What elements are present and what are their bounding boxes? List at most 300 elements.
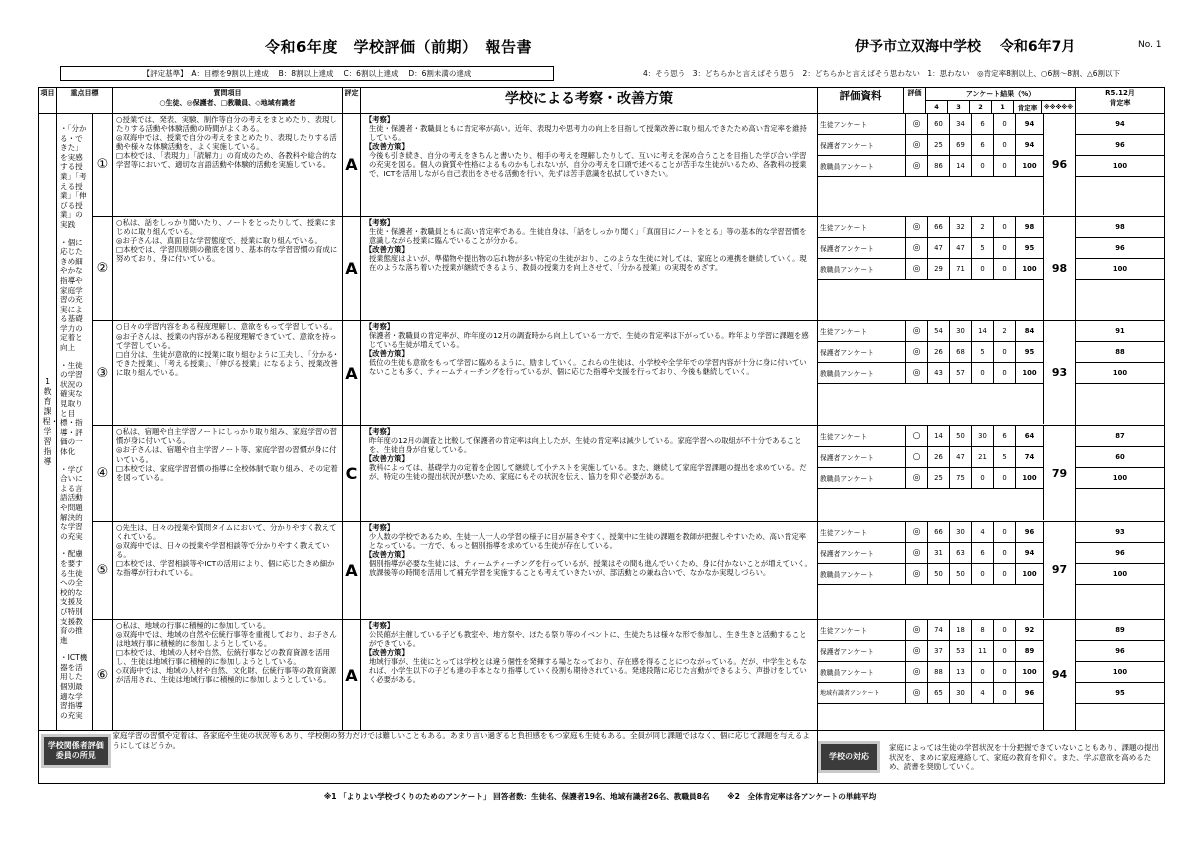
response-label: 学校の対応 xyxy=(818,741,880,773)
affirm-rate: 94 xyxy=(1016,114,1044,135)
survey-mark: ○ xyxy=(906,447,928,468)
overall-rate: 94 xyxy=(1043,620,1075,730)
value-1: 0 xyxy=(994,237,1016,258)
improvement-text: 教科によっては、基礎学力の定着を企図して継続して小テストを実施している。また、継続して家庭学習課題の提出を求めている。だが、特定の生徒の提出状況が悪いため、家庭にもその状況を伝え、協力を仰ぐ必要がある。 xyxy=(369,463,807,482)
r5-rate: 100 xyxy=(1076,363,1164,384)
r5-rate: 60 xyxy=(1076,447,1164,468)
committee-label: 学校関係者評価委員の所見 xyxy=(41,734,111,768)
value-4: 29 xyxy=(928,258,950,279)
value-4: 65 xyxy=(928,682,950,703)
value-3: 71 xyxy=(950,258,972,279)
value-3: 32 xyxy=(950,217,972,238)
survey-mark: ◎ xyxy=(906,363,928,384)
consideration-cell xyxy=(361,426,818,522)
survey-source: 保護者アンケート xyxy=(818,342,906,363)
rating-grade: A xyxy=(343,619,361,731)
affirm-rate: 95 xyxy=(1016,237,1044,258)
r5-rate: 100 xyxy=(1076,258,1164,279)
value-1: 0 xyxy=(994,258,1016,279)
survey-mark: ◎ xyxy=(906,661,928,682)
survey-row xyxy=(818,522,1043,543)
value-1: 0 xyxy=(994,563,1016,584)
value-3: 14 xyxy=(950,156,972,177)
question-item: ◎お子さんは、授業の内容がある程度理解できていて、意欲を持って学習している。 xyxy=(116,331,337,350)
survey-mark: ◎ xyxy=(906,468,928,489)
survey-row xyxy=(818,217,1043,238)
item-number: ② xyxy=(93,216,113,321)
col-affirm: 肯定率 xyxy=(1014,101,1042,113)
value-4: 43 xyxy=(928,363,950,384)
consideration-heading: 【考察】 xyxy=(365,115,395,124)
section-row xyxy=(39,321,1165,426)
value-4: 26 xyxy=(928,342,950,363)
affirm-rate: 100 xyxy=(1016,563,1044,584)
consideration-heading: 【考察】 xyxy=(365,322,395,332)
survey-row xyxy=(818,135,1043,156)
page-number: No. 1 xyxy=(1138,40,1162,50)
committee-text: 家庭学習の習慣や定着は、各家庭や生徒の状況等もあり、学校側の努力だけでは難しいこともある。あまり言い過ぎると負担感をもつ家庭も生徒もある。全員が同じ課題ではなく、個に応じて課題を与えるようにしてはどうか。 xyxy=(113,731,818,784)
value-2: 21 xyxy=(972,447,994,468)
survey-source: 生徒アンケート xyxy=(818,522,906,543)
value-2: 14 xyxy=(972,321,994,342)
value-1: 0 xyxy=(994,661,1016,682)
question-item: □自分は、生徒が意欲的に授業に取り組むように工夫し、「分かる･できた授業」、「考える授業」、「伸びる授業」になるよう、授業改善に取り組んでいる。 xyxy=(116,349,338,377)
section-row xyxy=(39,114,1165,217)
r5-rate: 87 xyxy=(1076,426,1164,447)
goal-item: ・学び合いによる言語活動や問題解決的な学習の充実 xyxy=(60,464,83,541)
value-3: 75 xyxy=(950,468,972,489)
value-4: 25 xyxy=(928,468,950,489)
goal-item: ・配慮を要する生徒への全校的な支援及び特別支援教育の推進 xyxy=(60,549,83,645)
domain-cell xyxy=(39,114,57,731)
r5-results xyxy=(1076,114,1165,217)
affirm-rate: 95 xyxy=(1016,342,1044,363)
r5-results xyxy=(1076,426,1165,522)
value-1: 0 xyxy=(994,542,1016,563)
question-items xyxy=(113,521,343,619)
overall-rate: 79 xyxy=(1043,426,1075,520)
consideration-text: 昨年度の12月の調査と比較して保護者の肯定率は向上したが、生徒の肯定率は減少している。家庭学習への取組が不十分であることを、生徒自身が自覚している。 xyxy=(369,436,802,455)
survey-source: 教職員アンケート xyxy=(818,156,906,177)
value-2: 0 xyxy=(972,468,994,489)
affirm-rate: 84 xyxy=(1016,321,1044,342)
rating-grade: A xyxy=(343,216,361,321)
value-3: 34 xyxy=(950,114,972,135)
response-text: 家庭によっては生徒の学習状況を十分把握できていないこともあり、課題の提出状況を、まめに家庭連絡して、家庭の教育を仰ぐ。また、学ぶ意欲を高めるため、読書を奨励していく。 xyxy=(889,743,1159,772)
survey-row xyxy=(818,156,1043,177)
survey-source: 生徒アンケート xyxy=(818,321,906,342)
value-1: 0 xyxy=(994,620,1016,641)
affirm-rate: 92 xyxy=(1016,620,1044,641)
survey-source: 保護者アンケート xyxy=(818,135,906,156)
results-header: アンケート結果（%） xyxy=(926,88,1075,101)
col-domain: 項目 xyxy=(39,88,57,114)
value-2: 5 xyxy=(972,237,994,258)
r5-results xyxy=(1076,216,1165,321)
question-subheader: ○生徒、◎保護者、□教職員、◇地域有識者 xyxy=(159,99,296,107)
survey-row xyxy=(818,468,1043,489)
col-overall: ※※※※※ xyxy=(1043,103,1074,111)
improvement-heading: 【改善方策】 xyxy=(365,454,409,464)
value-1: 0 xyxy=(994,522,1016,543)
question-item: ○先生は、日々の授業や質問タイムにおいて、分かりやすく教えてくれている。 xyxy=(116,522,337,542)
overall-rate: 96 xyxy=(1043,114,1075,215)
value-4: 60 xyxy=(928,114,950,135)
question-item: ○私は、宿題や自主学習ノートにしっかり取り組み、家庭学習の習慣が身に付いている。 xyxy=(116,427,338,446)
improvement-text: 個別指導が必要な生徒には、ティームティーチングを行っているが、授業はその間も進んでいくため、身に付かないことが増えていく。放課後等の時間を活用して補充学習を実施することも考えていきたいが、部活動との兼ね合いで、なかなか実現しづらい。 xyxy=(369,558,812,577)
survey-row xyxy=(818,447,1043,468)
survey-row xyxy=(818,563,1043,584)
r5-rate: 100 xyxy=(1076,468,1164,489)
question-items xyxy=(113,114,343,217)
survey-mark: ◎ xyxy=(906,342,928,363)
affirm-rate: 100 xyxy=(1016,258,1044,279)
question-item: □本校では、「表現力」「読解力」の育成のため、各教科や総合的な学習等において、適切な言語活動や体験的活動を実施している。 xyxy=(116,151,338,170)
value-2: 4 xyxy=(972,682,994,703)
affirm-rate: 100 xyxy=(1016,661,1044,682)
improvement-heading: 【改善方策】 xyxy=(365,549,409,559)
domain-label: 1 教育課程・学習指導 xyxy=(42,377,59,467)
value-3: 68 xyxy=(950,342,972,363)
school-and-date: 伊予市立双海中学校 令和6年7月 xyxy=(855,39,1076,55)
item-number: ⑥ xyxy=(93,619,113,731)
goals-cell xyxy=(57,114,93,731)
question-item: ○授業では、発表、実験、制作等自分の考えをまとめたり、表現したりする活動や体験活動の時間がよくある。 xyxy=(116,115,337,134)
value-4: 74 xyxy=(928,620,950,641)
value-1: 0 xyxy=(994,114,1016,135)
consideration-text: 生徒・保護者・教職員ともに肯定率が高い。近年、表現力や思考力の向上を目指して授業改善に取り組んできたため高い肯定率を維持している。 xyxy=(369,124,807,142)
question-item: □本校では、学習相談等やICTの活用により、個に応じたきめ細かな指導が行われている。 xyxy=(116,559,335,578)
consideration-heading: 【考察】 xyxy=(365,217,395,227)
r5-rate: 100 xyxy=(1076,563,1164,584)
improvement-heading: 【改善方策】 xyxy=(365,647,409,657)
r5-rate: 88 xyxy=(1076,342,1164,363)
r5-rate: 89 xyxy=(1076,620,1164,641)
survey-source: 保護者アンケート xyxy=(818,640,906,661)
survey-mark: ◎ xyxy=(906,563,928,584)
survey-row xyxy=(818,620,1043,641)
r5-rate: 100 xyxy=(1076,661,1164,682)
survey-row xyxy=(818,258,1043,279)
value-2: 4 xyxy=(972,522,994,543)
col-4: 4 xyxy=(926,101,948,113)
value-1: 5 xyxy=(994,447,1016,468)
value-2: 2 xyxy=(972,217,994,238)
survey-source: 生徒アンケート xyxy=(818,114,906,135)
section-row xyxy=(39,216,1165,321)
survey-source: 教職員アンケート xyxy=(818,661,906,682)
value-2: 30 xyxy=(972,426,994,447)
survey-mark: ◎ xyxy=(906,156,928,177)
survey-row xyxy=(818,640,1043,661)
question-items xyxy=(113,216,343,321)
value-2: 11 xyxy=(972,640,994,661)
survey-results xyxy=(818,321,1076,426)
consideration-cell xyxy=(361,216,818,321)
goal-item: ・生徒の学習状況の確実な見取りと目標・指導・評価の一体化 xyxy=(60,360,83,456)
value-3: 47 xyxy=(950,237,972,258)
survey-mark: ◎ xyxy=(906,682,928,703)
value-2: 8 xyxy=(972,620,994,641)
survey-source: 生徒アンケート xyxy=(818,620,906,641)
value-1: 0 xyxy=(994,156,1016,177)
value-2: 6 xyxy=(972,542,994,563)
col-3: 3 xyxy=(948,101,970,113)
question-items xyxy=(113,426,343,522)
section-row xyxy=(39,619,1165,731)
survey-results xyxy=(818,216,1076,321)
improvement-text: 授業態度はよいが、準備物や提出物の忘れ物が多い特定の生徒がおり、このような生徒に対しては、家庭との連携を継続していく。現在のような落ち着いた授業が継続できるよう、教員の授業力を向上させて、「分かる授業」の実現をめざす。 xyxy=(369,253,807,272)
improvement-text: 今後も引き続き、自分の考えをきちんと書いたり、相手の考えを理解したりして、互いに考えを深め合うことを目指した学び合い学習の充実を図る。個人の資質や性格によるものかもしれないが、自分の考えを口頭で述べることが苦手な生徒がいるため、各教科の授業で、ICTを活用しながら自己表出をさせる活動を行い、先ずは苦手意識を払拭していきたい。 xyxy=(369,151,807,178)
col-2: 2 xyxy=(970,101,992,113)
overall-rate: 93 xyxy=(1043,321,1075,424)
consideration-text: 少人数の学校であるため、生徒一人一人の学習の様子に目が届きやすく、授業中に生徒の課題を教師が把握しやすいため、高い肯定率となっている。一方で、もっと個別指導を求めている生徒が存在している。 xyxy=(369,531,807,550)
survey-row xyxy=(818,321,1043,342)
question-item: ◎双海中では、日々の授業や学習相談等で分かりやすく教えている。 xyxy=(116,541,330,560)
survey-source: 教職員アンケート xyxy=(818,563,906,584)
r5-rate: 96 xyxy=(1076,640,1164,661)
value-1: 2 xyxy=(994,321,1016,342)
consideration-heading: 【考察】 xyxy=(365,522,395,532)
section-row xyxy=(39,521,1165,619)
question-item: ○私は、地域の行事に積極的に参加している。 xyxy=(116,620,271,630)
survey-mark: ◎ xyxy=(906,620,928,641)
value-2: 0 xyxy=(972,156,994,177)
question-item: ◎お子さんは、真面目な学習態度で、授業に取り組んでいる。 xyxy=(116,235,322,245)
value-3: 63 xyxy=(950,542,972,563)
survey-source: 地域有識者アンケート xyxy=(818,682,906,703)
survey-mark: ◎ xyxy=(906,237,928,258)
evaluation-table xyxy=(38,87,1165,784)
goal-item: ・ICT機器を活用した個別最適な学習指導の充実 xyxy=(60,653,88,720)
value-1: 6 xyxy=(994,426,1016,447)
committee-label-cell xyxy=(39,731,113,784)
consideration-heading: 【考察】 xyxy=(365,427,395,437)
survey-mark: ◎ xyxy=(906,114,928,135)
value-2: 6 xyxy=(972,114,994,135)
survey-source: 生徒アンケート xyxy=(818,217,906,238)
affirm-rate: 64 xyxy=(1016,426,1044,447)
item-number: ① xyxy=(93,114,113,217)
survey-row xyxy=(818,342,1043,363)
question-item: ◎双海中では、地域の自然や伝統行事等を重視しており、お子さんは地域行事に積極的に参加しようとしている。 xyxy=(116,629,337,648)
affirm-rate: 74 xyxy=(1016,447,1044,468)
value-4: 50 xyxy=(928,563,950,584)
r5-rate: 96 xyxy=(1076,237,1164,258)
value-4: 14 xyxy=(928,426,950,447)
r5-rate: 94 xyxy=(1076,114,1164,135)
survey-mark: ◎ xyxy=(906,217,928,238)
value-4: 25 xyxy=(928,135,950,156)
value-2: 0 xyxy=(972,563,994,584)
col-question xyxy=(113,88,343,114)
improvement-heading: 【改善方策】 xyxy=(365,349,409,359)
survey-results xyxy=(818,619,1076,731)
item-number: ④ xyxy=(93,426,113,522)
value-2: 6 xyxy=(972,135,994,156)
value-4: 88 xyxy=(928,661,950,682)
r5-rate: 93 xyxy=(1076,522,1164,543)
r5-rate: 96 xyxy=(1076,135,1164,156)
survey-row xyxy=(818,542,1043,563)
r5-header-bottom: 肯定率 xyxy=(1109,99,1131,107)
r5-results xyxy=(1076,521,1165,619)
r5-rate: 100 xyxy=(1076,156,1164,177)
col-materials: 評価資料 xyxy=(818,88,904,114)
survey-source: 教職員アンケート xyxy=(818,363,906,384)
item-number: ③ xyxy=(93,321,113,426)
survey-source: 保護者アンケート xyxy=(818,447,906,468)
item-number: ⑤ xyxy=(93,521,113,619)
answer-legend: 4：そう思う 3：どちらかと言えばそう思う 2：どちらかと言えばそう思わない 1：思わない ◎肯定率8割以上、○6割～8割、△6割以下 xyxy=(643,69,1121,78)
question-items xyxy=(113,321,343,426)
value-4: 66 xyxy=(928,522,950,543)
value-3: 30 xyxy=(950,321,972,342)
r5-results xyxy=(1076,321,1165,426)
survey-mark: ◎ xyxy=(906,542,928,563)
question-header: 質問項目 xyxy=(213,89,242,97)
overall-rate: 97 xyxy=(1043,522,1075,618)
value-4: 26 xyxy=(928,447,950,468)
question-item: ◎双海中では、授業で自分の考えをまとめたり、表現したりする活動や様々な体験活動を、よく実施している。 xyxy=(116,133,337,152)
survey-row xyxy=(818,661,1043,682)
consideration-cell xyxy=(361,321,818,426)
value-4: 86 xyxy=(928,156,950,177)
r5-header-top: R5.12月 xyxy=(1105,89,1135,97)
value-1: 0 xyxy=(994,135,1016,156)
survey-mark: ◎ xyxy=(906,135,928,156)
r5-results xyxy=(1076,619,1165,731)
report-title: 令和6年度 学校評価（前期） 報告書 xyxy=(265,38,532,56)
value-1: 0 xyxy=(994,640,1016,661)
survey-row xyxy=(818,363,1043,384)
rating-grade: A xyxy=(343,114,361,217)
survey-results xyxy=(818,521,1076,619)
r5-rate: 96 xyxy=(1076,542,1164,563)
overall-rate: 98 xyxy=(1043,217,1075,320)
value-2: 5 xyxy=(972,342,994,363)
col-goal: 重点目標 xyxy=(57,88,113,114)
col-1: 1 xyxy=(992,101,1014,113)
survey-mark: ◎ xyxy=(906,321,928,342)
question-item: ○日々の学習内容をある程度理解し、意欲をもって学習している。 xyxy=(116,322,337,332)
question-item: ◎お子さんは、宿題や自主学習ノート等、家庭学習の習慣が身に付いている。 xyxy=(116,445,337,464)
value-3: 30 xyxy=(950,682,972,703)
question-item: □本校では、地域の人材や自然、伝統行事などの教育資源を活用し、生徒は地域行事に積極的に参加しようとしている。 xyxy=(116,647,330,666)
improvement-text: 低位の生徒も意欲をもって学習に臨めるように、励ましていく。これらの生徒は、小学校や全学年での学習内容が十分に身に付いていないことも多く、ティームティーチングを行っているが、個に応じた指導や支援を行っており、今後も継続していく。 xyxy=(369,358,807,377)
survey-mark: ◎ xyxy=(906,258,928,279)
value-4: 66 xyxy=(928,217,950,238)
survey-results xyxy=(818,426,1076,522)
value-3: 18 xyxy=(950,620,972,641)
r5-rate: 91 xyxy=(1076,321,1164,342)
affirm-rate: 100 xyxy=(1016,468,1044,489)
survey-row xyxy=(818,682,1043,703)
value-3: 30 xyxy=(950,522,972,543)
question-item: ○私は、話をしっかり聞いたり、ノートをとったりして、授業にまじめに取り組んでいる。 xyxy=(116,217,337,236)
rating-grade: C xyxy=(343,426,361,522)
value-3: 50 xyxy=(950,563,972,584)
col-eval: 評価 xyxy=(904,88,926,114)
survey-source: 生徒アンケート xyxy=(818,426,906,447)
r5-rate: 95 xyxy=(1076,682,1164,703)
value-1: 0 xyxy=(994,363,1016,384)
survey-source: 教職員アンケート xyxy=(818,468,906,489)
section-row xyxy=(39,426,1165,522)
question-items xyxy=(113,619,343,731)
rating-criteria: 【評定基準】 A：目標を9割以上達成 B：8割以上達成 C：6割以上達成 D：6割未満の達成 xyxy=(60,66,554,81)
affirm-rate: 96 xyxy=(1016,522,1044,543)
value-3: 53 xyxy=(950,640,972,661)
goal-item: ・「分かる・できた」を実感する授業」「考える授業」「伸びる授業」の実践 xyxy=(60,124,87,229)
survey-row xyxy=(818,237,1043,258)
consideration-text: 保護者・教職員の肯定率が、昨年度の12月の調査時から向上している一方で、生徒の肯定率は下がっている。昨年より学習に課題を感じている生徒が増えている。 xyxy=(369,331,809,350)
consideration-cell xyxy=(361,114,818,217)
value-3: 69 xyxy=(950,135,972,156)
affirm-rate: 98 xyxy=(1016,217,1044,238)
col-results xyxy=(926,88,1076,114)
survey-mark: ◎ xyxy=(906,640,928,661)
value-4: 54 xyxy=(928,321,950,342)
value-1: 0 xyxy=(994,217,1016,238)
question-item: ◇双海中では、地域の人材や自然、文化財、伝統行事等の教育資源が活用され、生徒は地域行事に積極的に参加しようとしている。 xyxy=(116,666,337,685)
value-2: 0 xyxy=(972,363,994,384)
improvement-heading: 【改善方策】 xyxy=(365,142,409,151)
survey-mark: ◎ xyxy=(906,522,928,543)
response-cell xyxy=(818,731,1165,784)
value-3: 57 xyxy=(950,363,972,384)
value-3: 50 xyxy=(950,426,972,447)
improvement-heading: 【改善方策】 xyxy=(365,244,409,254)
survey-row xyxy=(818,114,1043,135)
value-2: 0 xyxy=(972,661,994,682)
affirm-rate: 89 xyxy=(1016,640,1044,661)
affirm-rate: 94 xyxy=(1016,135,1044,156)
survey-source: 保護者アンケート xyxy=(818,542,906,563)
survey-results xyxy=(818,114,1076,217)
value-1: 0 xyxy=(994,342,1016,363)
value-1: 0 xyxy=(994,682,1016,703)
col-consideration: 学校による考察・改善方策 xyxy=(361,88,818,114)
value-3: 47 xyxy=(950,447,972,468)
value-3: 13 xyxy=(950,661,972,682)
survey-mark: ○ xyxy=(906,426,928,447)
value-1: 0 xyxy=(994,468,1016,489)
value-4: 47 xyxy=(928,237,950,258)
consideration-cell xyxy=(361,619,818,731)
footnote: ※1 「よりよい学校づくりのためのアンケート」 回答者数：生徒名、保護者19名、地域有識者26名、教職員8名 ※2 全体肯定率は各アンケートの単純平均 xyxy=(323,792,877,801)
survey-source: 保護者アンケート xyxy=(818,237,906,258)
improvement-text: 地域行事が、生徒にとっては学校とは違う個性を発揮する場となっており、存在感を得ることにつながっている。だが、中学生ともなれば、小学生以下の子ども達の手本となり指導していく役割も期待されている。発達段階に応じた言動ができるよう、声掛けをしていく必要がある。 xyxy=(369,656,807,684)
col-rating: 評定 xyxy=(343,88,361,114)
col-r5 xyxy=(1076,88,1165,114)
affirm-rate: 96 xyxy=(1016,682,1044,703)
affirm-rate: 94 xyxy=(1016,542,1044,563)
consideration-heading: 【考察】 xyxy=(365,620,395,630)
consideration-text: 公民館が主催している子ども教室や、地方祭や、ほたる祭り等のイベントに、生徒たちは様々な形で参加し、生き生きと活動することができている。 xyxy=(369,629,807,648)
value-2: 0 xyxy=(972,258,994,279)
survey-row xyxy=(818,426,1043,447)
goal-item: ・個に応じたきめ細やかな指導や家庭学習の充実による基礎学力の定着と向上 xyxy=(60,237,83,353)
survey-source: 教職員アンケート xyxy=(818,258,906,279)
question-item: □本校では、家庭学習習慣の指導に全校体制で取り組み、その定着を図っている。 xyxy=(116,463,338,482)
rating-grade: A xyxy=(343,321,361,426)
consideration-text: 生徒・保護者・教職員ともに高い肯定率である。生徒自身は、「話をしっかり聞く」「真面目にノートをとる」等の基本的な学習習慣を意識しながら授業に臨んでいることが分かる。 xyxy=(369,226,807,245)
affirm-rate: 100 xyxy=(1016,156,1044,177)
value-4: 31 xyxy=(928,542,950,563)
question-item: □本校では、学習四原則の徹底を図り、基本的な学習習慣の育成に努めており、身に付いている。 xyxy=(116,245,338,264)
r5-rate: 98 xyxy=(1076,217,1164,238)
